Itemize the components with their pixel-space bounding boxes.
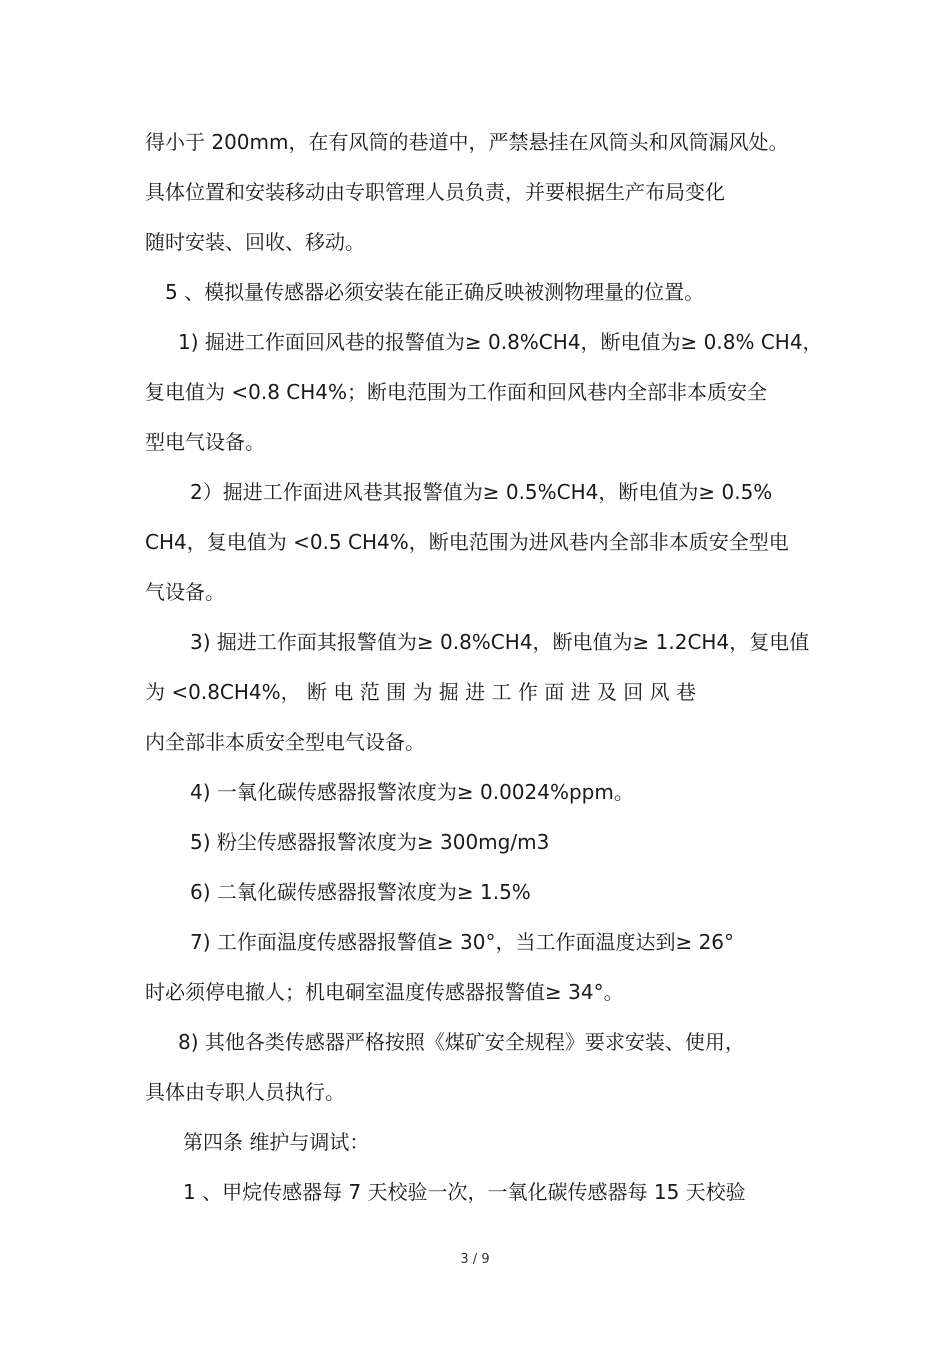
text-line-7: 型电气设备。: [145, 430, 265, 454]
page-number: 3 / 9: [460, 1252, 490, 1267]
text-line-17: 7) 工作面温度传感器报警值≥ 30°，当工作面温度达到≥ 26°: [190, 930, 735, 954]
text-line-6: 复电值为 <0.8 CH4%；断电范围为工作面和回风巷内全部非本质安全: [145, 380, 768, 404]
text-line-3: 随时安装、回收、移动。: [145, 230, 365, 254]
text-line-8: 2）掘进工作面进风巷其报警值为≥ 0.5%CH4，断电值为≥ 0.5%: [190, 480, 773, 504]
text-line-13: 内全部非本质安全型电气设备。: [145, 730, 425, 754]
text-line-5: 1) 掘进工作面回风巷的报警值为≥ 0.8%CH4，断电值为≥ 0.8% CH4，: [178, 330, 823, 354]
text-line-19: 8) 其他各类传感器严格按照《煤矿安全规程》要求安装、使用，: [178, 1030, 745, 1054]
text-line-16: 6) 二氧化碳传感器报警浓度为≥ 1.5%: [190, 880, 531, 904]
text-line-15: 5) 粉尘传感器报警浓度为≥ 300mg/m3: [190, 830, 550, 854]
text-line-4: 5 、模拟量传感器必须安装在能正确反映被测物理量的位置。: [165, 280, 705, 304]
text-line-2: 具体位置和安装移动由专职管理人员负责，并要根据生产布局变化: [145, 180, 725, 204]
text-line-20: 具体由专职人员执行。: [145, 1080, 345, 1104]
text-line-18: 时必须停电撤人；机电硐室温度传感器报警值≥ 34°。: [145, 980, 624, 1004]
text-line-1: 得小于 200mm，在有风筒的巷道中，严禁悬挂在风筒头和风筒漏风处。: [145, 130, 789, 154]
text-line-11: 3) 掘进工作面其报警值为≥ 0.8%CH4，断电值为≥ 1.2CH4，复电值: [190, 630, 810, 654]
text-line-21: 第四条 维护与调试：: [183, 1130, 370, 1154]
text-line-9: CH4，复电值为 <0.5 CH4%，断电范围为进风巷内全部非本质安全型电: [145, 530, 789, 554]
text-line-10: 气设备。: [145, 580, 225, 604]
text-line-22: 1 、甲烷传感器每 7 天校验一次，一氧化碳传感器每 15 天校验: [183, 1180, 746, 1204]
text-line-12: 为 <0.8CH4%， 断 电 范 围 为 掘 进 工 作 面 进 及 回 风 巷: [145, 680, 697, 704]
text-line-14: 4) 一氧化碳传感器报警浓度为≥ 0.0024%ppm。: [190, 780, 634, 804]
